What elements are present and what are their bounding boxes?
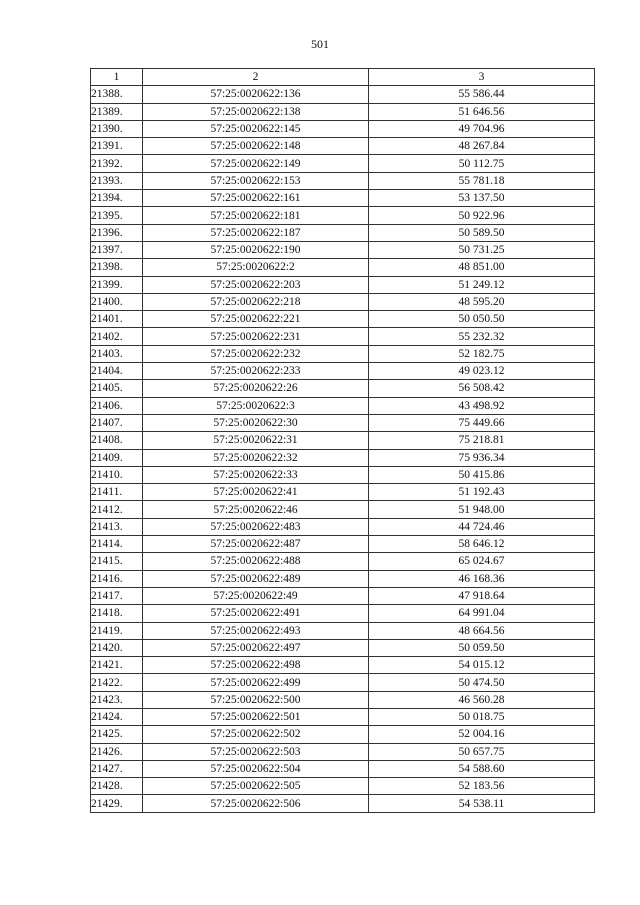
table-row (91, 397, 595, 414)
value-cell: 58 646.12 (369, 536, 595, 553)
cadastral-number-cell: 57:25:0020622:31 (143, 432, 369, 449)
value-cell: 55 586.44 (369, 86, 595, 103)
value-cell: 54 588.60 (369, 760, 595, 777)
table-row (91, 553, 595, 570)
value-cell: 52 182.75 (369, 345, 595, 362)
row-number-cell: 21417. (91, 587, 143, 604)
cadastral-number-cell: 57:25:0020622:33 (143, 466, 369, 483)
table-row (91, 311, 595, 328)
row-number-cell: 21394. (91, 190, 143, 207)
table-row (91, 103, 595, 120)
cadastral-number-cell: 57:25:0020622:145 (143, 120, 369, 137)
cadastral-number-cell: 57:25:0020622:187 (143, 224, 369, 241)
cadastral-number-cell: 57:25:0020622:26 (143, 380, 369, 397)
value-cell: 52 183.56 (369, 778, 595, 795)
table-row (91, 414, 595, 431)
value-cell: 51 646.56 (369, 103, 595, 120)
value-cell: 54 015.12 (369, 657, 595, 674)
cadastral-number-cell: 57:25:0020622:41 (143, 484, 369, 501)
table-row (91, 345, 595, 362)
value-cell: 46 560.28 (369, 691, 595, 708)
row-number-cell: 21422. (91, 674, 143, 691)
cadastral-number-cell: 57:25:0020622:49 (143, 587, 369, 604)
value-cell: 54 538.11 (369, 795, 595, 812)
table-row (91, 708, 595, 725)
value-cell: 50 474.50 (369, 674, 595, 691)
table-row (91, 363, 595, 380)
row-number-cell: 21413. (91, 518, 143, 535)
value-cell: 51 192.43 (369, 484, 595, 501)
value-cell: 64 991.04 (369, 605, 595, 622)
table-row (91, 587, 595, 604)
cadastral-number-cell: 57:25:0020622:2 (143, 259, 369, 276)
row-number-cell: 21419. (91, 622, 143, 639)
cadastral-number-cell: 57:25:0020622:501 (143, 708, 369, 725)
row-number-cell: 21416. (91, 570, 143, 587)
row-number-cell: 21395. (91, 207, 143, 224)
cadastral-number-cell: 57:25:0020622:489 (143, 570, 369, 587)
cadastral-number-cell: 57:25:0020622:153 (143, 172, 369, 189)
row-number-cell: 21412. (91, 501, 143, 518)
page-number: 501 (311, 37, 329, 51)
row-number-cell: 21389. (91, 103, 143, 120)
cadastral-number-cell: 57:25:0020622:487 (143, 536, 369, 553)
cadastral-number-cell: 57:25:0020622:30 (143, 414, 369, 431)
row-number-cell: 21426. (91, 743, 143, 760)
row-number-cell: 21400. (91, 293, 143, 310)
cadastral-number-cell: 57:25:0020622:190 (143, 241, 369, 258)
row-number-cell: 21424. (91, 708, 143, 725)
value-cell: 50 657.75 (369, 743, 595, 760)
table-row (91, 259, 595, 276)
table-row (91, 795, 595, 812)
row-number-cell: 21398. (91, 259, 143, 276)
table-row (91, 605, 595, 622)
row-number-cell: 21421. (91, 657, 143, 674)
value-cell: 51 948.00 (369, 501, 595, 518)
value-cell: 47 918.64 (369, 587, 595, 604)
cadastral-number-cell: 57:25:0020622:499 (143, 674, 369, 691)
value-cell: 75 449.66 (369, 414, 595, 431)
row-number-cell: 21418. (91, 605, 143, 622)
row-number-cell: 21402. (91, 328, 143, 345)
row-number-cell: 21390. (91, 120, 143, 137)
cadastral-number-cell: 57:25:0020622:232 (143, 345, 369, 362)
row-number-cell: 21403. (91, 345, 143, 362)
row-number-cell: 21399. (91, 276, 143, 293)
row-number-cell: 21409. (91, 449, 143, 466)
value-cell: 50 018.75 (369, 708, 595, 725)
table-row (91, 432, 595, 449)
cadastral-value-table (90, 68, 595, 813)
table-row (91, 138, 595, 155)
table-row (91, 743, 595, 760)
value-cell: 50 112.75 (369, 155, 595, 172)
table-row (91, 691, 595, 708)
value-cell: 48 851.00 (369, 259, 595, 276)
row-number-cell: 21423. (91, 691, 143, 708)
table-row (91, 449, 595, 466)
cadastral-number-cell: 57:25:0020622:491 (143, 605, 369, 622)
value-cell: 48 267.84 (369, 138, 595, 155)
cadastral-number-cell: 57:25:0020622:149 (143, 155, 369, 172)
cadastral-number-cell: 57:25:0020622:504 (143, 760, 369, 777)
table-row (91, 778, 595, 795)
table-row (91, 536, 595, 553)
row-number-cell: 21401. (91, 311, 143, 328)
table-row (91, 86, 595, 103)
row-number-cell: 21397. (91, 241, 143, 258)
table-row (91, 501, 595, 518)
cadastral-number-cell: 57:25:0020622:498 (143, 657, 369, 674)
cadastral-number-cell: 57:25:0020622:148 (143, 138, 369, 155)
value-cell: 53 137.50 (369, 190, 595, 207)
column-header-2: 2 (143, 69, 369, 86)
row-number-cell: 21393. (91, 172, 143, 189)
row-number-cell: 21428. (91, 778, 143, 795)
cadastral-number-cell: 57:25:0020622:46 (143, 501, 369, 518)
value-cell: 50 731.25 (369, 241, 595, 258)
table-body (91, 86, 595, 812)
value-cell: 44 724.46 (369, 518, 595, 535)
value-cell: 46 168.36 (369, 570, 595, 587)
value-cell: 49 023.12 (369, 363, 595, 380)
value-cell: 50 922.96 (369, 207, 595, 224)
row-number-cell: 21388. (91, 86, 143, 103)
row-number-cell: 21406. (91, 397, 143, 414)
table-row (91, 380, 595, 397)
value-cell: 49 704.96 (369, 120, 595, 137)
table-row (91, 207, 595, 224)
value-cell: 65 024.67 (369, 553, 595, 570)
cadastral-number-cell: 57:25:0020622:505 (143, 778, 369, 795)
row-number-cell: 21391. (91, 138, 143, 155)
table-row (91, 518, 595, 535)
cadastral-number-cell: 57:25:0020622:488 (143, 553, 369, 570)
table-row (91, 155, 595, 172)
table-row (91, 293, 595, 310)
row-number-cell: 21429. (91, 795, 143, 812)
cadastral-number-cell: 57:25:0020622:203 (143, 276, 369, 293)
row-number-cell: 21427. (91, 760, 143, 777)
cadastral-number-cell: 57:25:0020622:497 (143, 639, 369, 656)
table-row (91, 484, 595, 501)
table-row (91, 466, 595, 483)
table-row (91, 172, 595, 189)
table-row (91, 726, 595, 743)
table-row (91, 224, 595, 241)
table-row (91, 657, 595, 674)
cadastral-number-cell: 57:25:0020622:483 (143, 518, 369, 535)
value-cell: 50 050.50 (369, 311, 595, 328)
cadastral-number-cell: 57:25:0020622:138 (143, 103, 369, 120)
row-number-cell: 21407. (91, 414, 143, 431)
row-number-cell: 21410. (91, 466, 143, 483)
value-cell: 50 589.50 (369, 224, 595, 241)
cadastral-number-cell: 57:25:0020622:503 (143, 743, 369, 760)
cadastral-number-cell: 57:25:0020622:233 (143, 363, 369, 380)
value-cell: 55 232.32 (369, 328, 595, 345)
cadastral-number-cell: 57:25:0020622:500 (143, 691, 369, 708)
row-number-cell: 21420. (91, 639, 143, 656)
cadastral-number-cell: 57:25:0020622:32 (143, 449, 369, 466)
table-header-row (91, 69, 595, 86)
column-header-3: 3 (369, 69, 595, 86)
table-row (91, 328, 595, 345)
table-row (91, 190, 595, 207)
table-row (91, 674, 595, 691)
table-row (91, 760, 595, 777)
cadastral-number-cell: 57:25:0020622:161 (143, 190, 369, 207)
table-row (91, 622, 595, 639)
value-cell: 55 781.18 (369, 172, 595, 189)
value-cell: 50 415.86 (369, 466, 595, 483)
row-number-cell: 21414. (91, 536, 143, 553)
table-row (91, 276, 595, 293)
cadastral-number-cell: 57:25:0020622:502 (143, 726, 369, 743)
cadastral-number-cell: 57:25:0020622:136 (143, 86, 369, 103)
value-cell: 51 249.12 (369, 276, 595, 293)
table-row (91, 639, 595, 656)
table-row (91, 241, 595, 258)
cadastral-number-cell: 57:25:0020622:221 (143, 311, 369, 328)
cadastral-number-cell: 57:25:0020622:493 (143, 622, 369, 639)
row-number-cell: 21411. (91, 484, 143, 501)
row-number-cell: 21425. (91, 726, 143, 743)
row-number-cell: 21392. (91, 155, 143, 172)
value-cell: 48 664.56 (369, 622, 595, 639)
value-cell: 75 218.81 (369, 432, 595, 449)
cadastral-number-cell: 57:25:0020622:506 (143, 795, 369, 812)
row-number-cell: 21415. (91, 553, 143, 570)
cadastral-number-cell: 57:25:0020622:231 (143, 328, 369, 345)
cadastral-number-cell: 57:25:0020622:3 (143, 397, 369, 414)
value-cell: 56 508.42 (369, 380, 595, 397)
column-header-1: 1 (91, 69, 143, 86)
row-number-cell: 21408. (91, 432, 143, 449)
table-row (91, 120, 595, 137)
value-cell: 75 936.34 (369, 449, 595, 466)
value-cell: 52 004.16 (369, 726, 595, 743)
table-row (91, 570, 595, 587)
cadastral-number-cell: 57:25:0020622:181 (143, 207, 369, 224)
value-cell: 48 595.20 (369, 293, 595, 310)
value-cell: 50 059.50 (369, 639, 595, 656)
cadastral-number-cell: 57:25:0020622:218 (143, 293, 369, 310)
row-number-cell: 21404. (91, 363, 143, 380)
row-number-cell: 21396. (91, 224, 143, 241)
row-number-cell: 21405. (91, 380, 143, 397)
value-cell: 43 498.92 (369, 397, 595, 414)
